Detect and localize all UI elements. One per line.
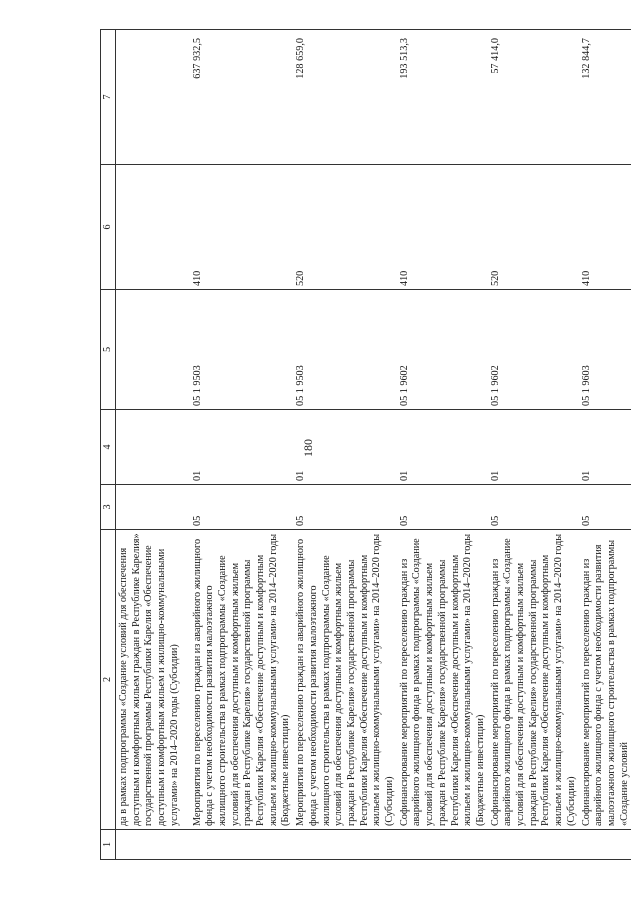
row-target-article: 05 1 9602 — [488, 290, 579, 410]
row-section-code: 05 — [397, 485, 488, 530]
row-blank-cell — [488, 830, 579, 860]
row-section-code: 05 — [190, 485, 294, 530]
row-target-article: 05 1 9503 — [190, 290, 294, 410]
row-blank-cell — [293, 830, 397, 860]
row-subsection-code: 01 — [579, 410, 632, 485]
column-header-7: 7 — [101, 30, 116, 165]
row-target-article: 05 1 9603 — [579, 290, 632, 410]
column-header-1: 1 — [101, 830, 116, 860]
row-subsection-code: 01 — [293, 410, 397, 485]
row-expense-type — [116, 165, 190, 290]
row-section-code: 05 — [293, 485, 397, 530]
table-row — [190, 30, 294, 860]
row-blank-cell — [190, 830, 294, 860]
column-header-4: 4 — [101, 410, 116, 485]
table-row — [579, 30, 632, 860]
row-section-code — [116, 485, 190, 530]
row-blank-cell — [579, 830, 632, 860]
budget-table — [100, 29, 631, 860]
row-subsection-code — [116, 410, 190, 485]
column-header-3: 3 — [101, 485, 116, 530]
row-expense-type: 410 — [579, 165, 632, 290]
table-row — [116, 30, 190, 860]
row-subsection-code: 01 — [488, 410, 579, 485]
row-section-code: 05 — [488, 485, 579, 530]
row-expense-type: 520 — [293, 165, 397, 290]
row-amount: 637 932,5 — [190, 30, 294, 165]
table-row — [397, 30, 488, 860]
header-row — [101, 30, 116, 860]
row-amount: 128 659,0 — [293, 30, 397, 165]
column-header-2: 2 — [101, 530, 116, 830]
page-number: 180 — [301, 439, 315, 457]
table-row — [293, 30, 397, 860]
row-subsection-code: 01 — [397, 410, 488, 485]
row-amount: 132 844,7 — [579, 30, 632, 165]
row-blank-cell — [116, 830, 190, 860]
row-description: Мероприятия по переселению граждан из аварийного жилищного фонда с учетом необходимости развития малоэтажного жилищного строительства в рамках подпрограммы «Создание условий для обеспечения доступным и комфортным жильем граждан в Республике Карелия» государственной программы Республики Карелия «Обеспечение доступным и комфортным жильем и жилищно-коммунальными услугами» на 2014–2020 годы (Бюджетные инвестиции) — [190, 530, 294, 830]
row-description: Мероприятия по переселению граждан из аварийного жилищного фонда с учетом необходимости развития малоэтажного жилищного строительства в рамках подпрограммы «Создание условий для обеспечения доступным и комфортным жильем граждан в Республике Карелия» государственной программы Республики Карелия «Обеспечение доступным и комфортным жильем и жилищно-коммунальными услугами» на 2014–2020 годы (Субсидии) — [293, 530, 397, 830]
row-expense-type: 520 — [488, 165, 579, 290]
row-target-article: 05 1 9602 — [397, 290, 488, 410]
column-header-6: 6 — [101, 165, 116, 290]
row-target-article — [116, 290, 190, 410]
row-expense-type: 410 — [190, 165, 294, 290]
budget-table-wrapper — [100, 30, 630, 860]
row-description: да в рамках подпрограммы «Создание условий для обеспечения доступным и комфортным жильем граждан в Республике Карелия» государственной программы Республики Карелия «Обеспечение доступным и комфортным жильем и жилищно-коммунальными услугами» на 2014–2020 годы (Субсидии) — [116, 530, 190, 830]
row-description: Софинансирование мероприятий по переселению граждан из аварийного жилищного фонда в рамках подпрограммы «Создание условий для обеспечения доступным и комфортным жильем граждан в Республике Карелия» государственной программы Республики Карелия «Обеспечение доступным и комфортным жильем и жилищно-коммунальными услугами» на 2014–2020 годы (Бюджетные инвестиции) — [397, 530, 488, 830]
row-target-article: 05 1 9503 — [293, 290, 397, 410]
row-subsection-code: 01 — [190, 410, 294, 485]
row-description: Софинансирование мероприятий по переселению граждан из аварийного жилищного фонда в рамках подпрограммы «Создание условий для обеспечения доступным и комфортным жильем граждан в Республике Карелия» государственной программы Республики Карелия «Обеспечение доступным и комфортным жильем и жилищно-коммунальными услугами» на 2014–2020 годы (Субсидии) — [488, 530, 579, 830]
column-header-5: 5 — [101, 290, 116, 410]
row-amount: 193 513,3 — [397, 30, 488, 165]
row-blank-cell — [397, 830, 488, 860]
row-section-code: 05 — [579, 485, 632, 530]
row-description: Софинансирование мероприятий по переселению граждан из аварийного жилищного фонда с учетом необходимости развития малоэтажного жилищного строительства в рамках подпрограммы «Создание условий — [579, 530, 632, 830]
row-amount: 57 414,0 — [488, 30, 579, 165]
table-row — [488, 30, 579, 860]
row-expense-type: 410 — [397, 165, 488, 290]
row-amount — [116, 30, 190, 165]
